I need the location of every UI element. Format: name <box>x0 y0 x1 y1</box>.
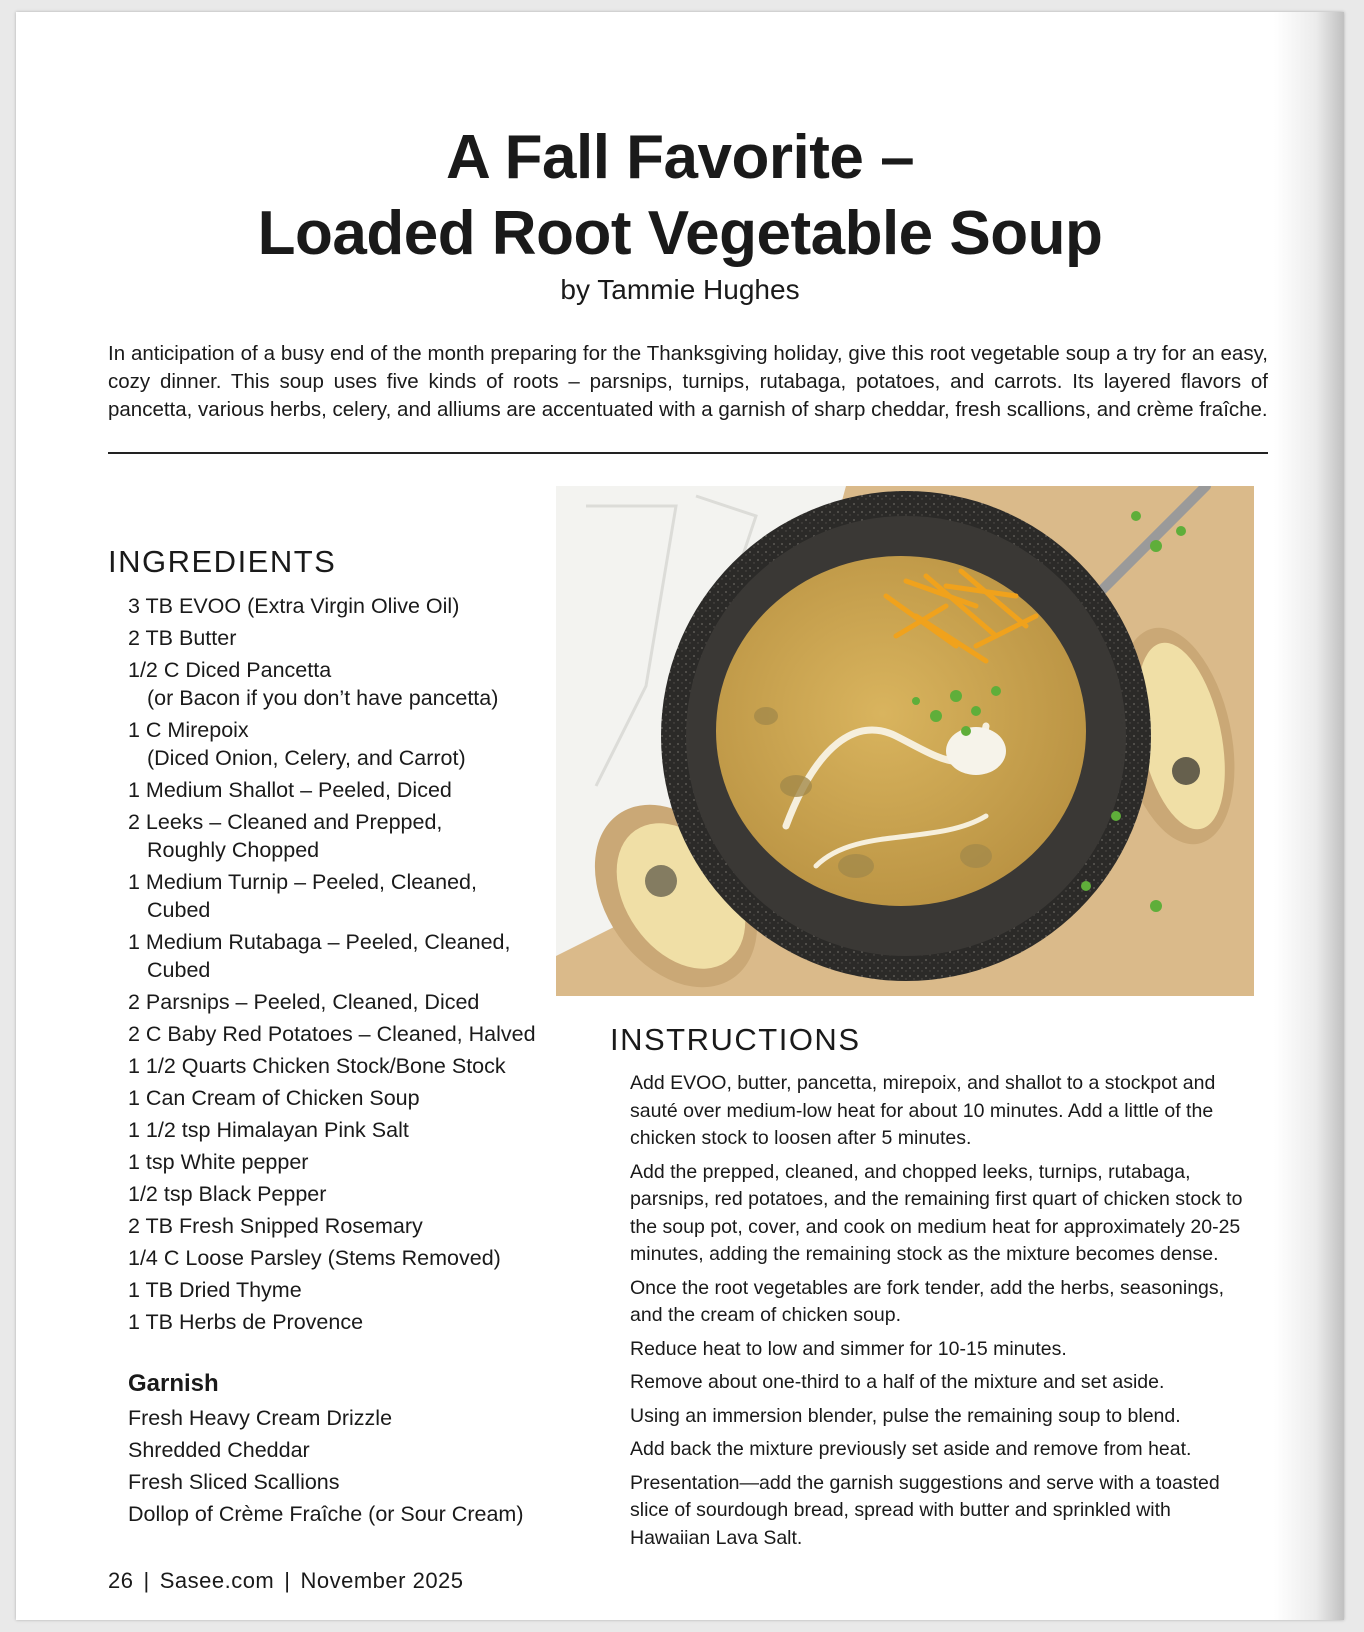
ingredient-item <box>128 592 558 620</box>
page-footer <box>108 1568 464 1594</box>
ingredient-item <box>128 868 558 924</box>
ingredient-text: 2 Parsnips – Peeled, Cleaned, Diced <box>128 990 480 1014</box>
garnish-item: Shredded Cheddar <box>128 1438 310 1462</box>
ingredient-text: 1 TB Dried Thyme <box>128 1278 302 1302</box>
ingredient-item <box>128 1212 558 1240</box>
ingredient-text: 1/2 C Diced Pancetta <box>128 658 332 682</box>
ingredient-text: 1 Medium Rutabaga – Peeled, Cleaned, <box>128 930 511 954</box>
ingredient-note: Cubed <box>147 898 211 922</box>
ingredient-item <box>128 928 558 984</box>
garnish-heading: Garnish <box>128 1370 219 1397</box>
ingredient-item <box>128 1084 558 1112</box>
ingredient-item <box>128 1244 558 1272</box>
instructions-list <box>630 1070 1254 1558</box>
ingredient-item <box>128 1308 558 1336</box>
instruction-step: Reduce heat to low and simmer for 10-15 minutes. <box>630 1337 1067 1360</box>
title-line-2: Loaded Root Vegetable Soup <box>257 199 1103 268</box>
ingredient-item <box>128 1180 558 1208</box>
soup-bowl-illustration <box>556 486 1254 996</box>
ingredient-text: 2 Leeks – Cleaned and Prepped, <box>128 810 443 834</box>
ingredient-item <box>128 1020 558 1048</box>
instruction-step: Once the root vegetables are fork tender, add the herbs, seasonings, and the cream of chicken soup. <box>630 1276 1225 1326</box>
instructions-heading: INSTRUCTIONS <box>610 1022 861 1057</box>
ingredient-text: 1 C Mirepoix <box>128 718 249 742</box>
ingredient-item <box>128 716 558 772</box>
ingredient-item <box>128 1276 558 1304</box>
instruction-step: Add the prepped, cleaned, and chopped leeks, turnips, rutabaga, parsnips, red potatoes, and the remaining first quart of chicken stock to the soup pot, cover, and cook on medium heat for approximately 20-25 minutes, adding the remaining stock as the mixture becomes dense. <box>630 1160 1243 1265</box>
footer-separator: | <box>284 1568 291 1593</box>
ingredient-text: 1 tsp White pepper <box>128 1150 309 1174</box>
footer-issue: November 2025 <box>300 1568 464 1593</box>
section-divider <box>108 452 1268 454</box>
ingredient-item <box>128 1116 558 1144</box>
ingredient-note: Cubed <box>147 958 211 982</box>
ingredient-note: (Diced Onion, Celery, and Carrot) <box>147 746 466 770</box>
ingredient-text: 2 TB Fresh Snipped Rosemary <box>128 1214 423 1238</box>
ingredient-text: 1/4 C Loose Parsley (Stems Removed) <box>128 1246 501 1270</box>
soup-photo <box>556 486 1254 996</box>
garnish-item: Dollop of Crème Fraîche (or Sour Cream) <box>128 1502 524 1526</box>
byline: by Tammie Hughes <box>560 274 800 305</box>
ingredient-text: 1 Medium Turnip – Peeled, Cleaned, <box>128 870 477 894</box>
ingredient-text: 1 1/2 tsp Himalayan Pink Salt <box>128 1118 409 1142</box>
title-line-1: A Fall Favorite – <box>445 123 915 192</box>
ingredient-item <box>128 1148 558 1176</box>
footer-separator: | <box>143 1568 150 1593</box>
ingredient-text: 3 TB EVOO (Extra Virgin Olive Oil) <box>128 594 460 618</box>
ingredient-item <box>128 776 558 804</box>
ingredient-text: 2 TB Butter <box>128 626 237 650</box>
ingredient-item <box>128 988 558 1016</box>
ingredients-heading: INGREDIENTS <box>108 544 337 579</box>
ingredient-item <box>128 656 558 712</box>
ingredient-text: 1 1/2 Quarts Chicken Stock/Bone Stock <box>128 1054 506 1078</box>
ingredient-text: 1 Can Cream of Chicken Soup <box>128 1086 420 1110</box>
instruction-step: Using an immersion blender, pulse the remaining soup to blend. <box>630 1404 1181 1427</box>
magazine-page <box>16 12 1344 1620</box>
ingredient-item <box>128 808 558 864</box>
ingredient-text: 1/2 tsp Black Pepper <box>128 1182 327 1206</box>
footer-site: Sasee.com <box>159 1568 275 1593</box>
ingredient-item <box>128 1052 558 1080</box>
page-number: 26 <box>108 1568 134 1593</box>
garnish-list <box>128 1404 558 1532</box>
instruction-step: Add back the mixture previously set aside and remove from heat. <box>630 1438 1192 1460</box>
ingredients-list <box>128 592 558 1340</box>
instruction-step: Presentation—add the garnish suggestions and serve with a toasted slice of sourdough bread, spread with butter and sprinkled with Hawaiian Lava Salt. <box>630 1471 1220 1549</box>
intro-paragraph: In anticipation of a busy end of the month preparing for the Thanksgiving holiday, give this root vegetable soup a try for an easy, cozy dinner. This soup uses five kinds of roots – parsnips, turnips, rutabaga, potatoes, and carrots. Its layered flavors of pancetta, various herbs, celery, and alliums are accentuated with a garnish of sharp cheddar, fresh scallions, and crème fraîche. <box>108 342 1268 421</box>
ingredient-item <box>128 624 558 652</box>
ingredient-note: (or Bacon if you don’t have pancetta) <box>147 686 499 710</box>
article-title <box>16 120 1344 272</box>
instruction-step: Add EVOO, butter, pancetta, mirepoix, and shallot to a stockpot and sauté over medium-low heat for about 10 minutes. Add a little of the chicken stock to loosen after 5 minutes. <box>630 1072 1216 1149</box>
ingredient-text: 1 TB Herbs de Provence <box>128 1310 364 1334</box>
instruction-step: Remove about one-third to a half of the mixture and set aside. <box>630 1371 1165 1393</box>
ingredient-text: 2 C Baby Red Potatoes – Cleaned, Halved <box>128 1022 536 1046</box>
ingredient-text: 1 Medium Shallot – Peeled, Diced <box>128 778 452 802</box>
garnish-item: Fresh Sliced Scallions <box>128 1470 340 1494</box>
ingredient-note: Roughly Chopped <box>147 838 320 862</box>
garnish-item: Fresh Heavy Cream Drizzle <box>128 1406 393 1430</box>
